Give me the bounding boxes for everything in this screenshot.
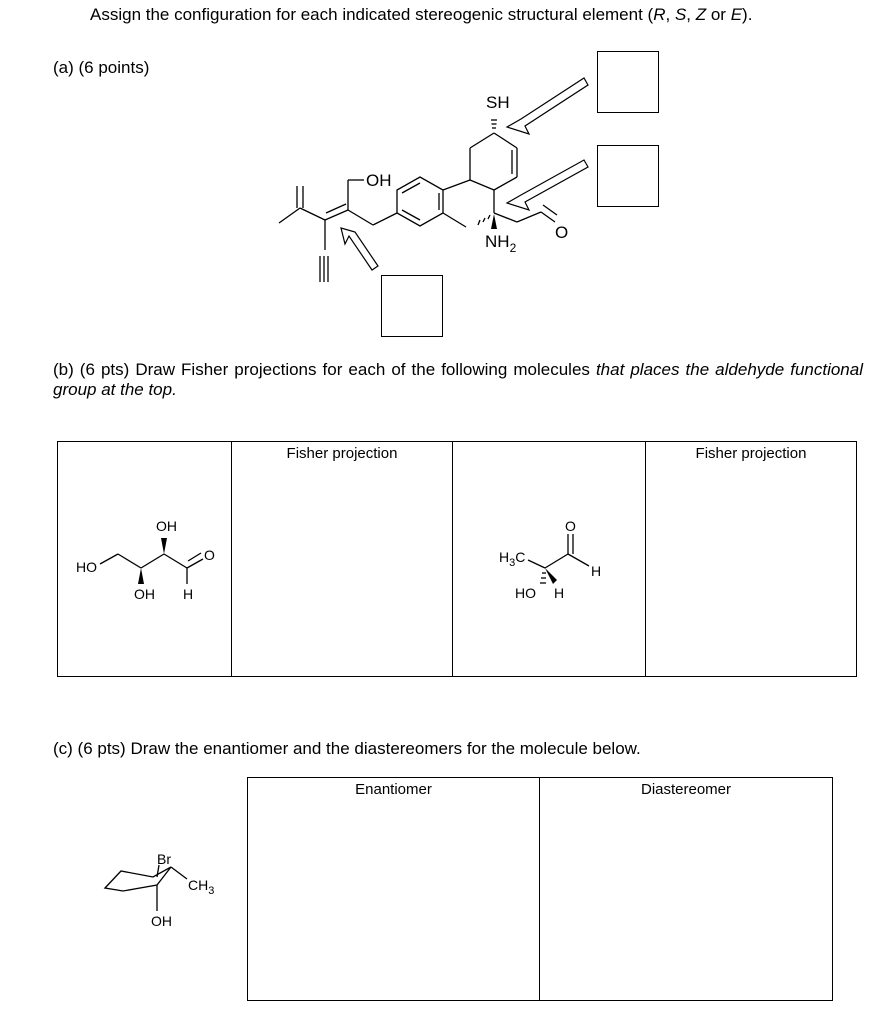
m1-oh-top-label: OH — [156, 518, 177, 534]
enantiomer-header: Enantiomer — [355, 781, 432, 798]
diastereomer-header: Diastereomer — [640, 781, 732, 798]
m2-h-right-label: H — [591, 563, 602, 579]
m1-h-label: H — [183, 586, 194, 602]
nh2-label: $NH_2$ — [485, 232, 517, 255]
part-b-label-start: (b) (6 pts) Draw Fisher projections for each of the following molecules — [53, 360, 596, 379]
answer-box-1[interactable] — [597, 51, 659, 113]
fisher-header-2: Fisher projection — [695, 445, 807, 462]
cyclohexane-molecule — [95, 845, 245, 935]
molecule1-drawing — [58, 442, 231, 671]
instruction-prefix: Assign the configuration for each indicated stereogenic structural element ( — [90, 5, 654, 24]
part-a-label: (a) (6 points) — [53, 58, 150, 77]
m2-h-bottom-label: H — [554, 585, 565, 601]
fisher-cell-2[interactable] — [646, 442, 857, 677]
m2-h3c-label: $H_3C$ — [499, 549, 526, 569]
diastereomer-cell[interactable] — [540, 778, 833, 1001]
letter-e: E — [730, 5, 743, 24]
molecule1-cell — [58, 442, 232, 677]
isomer-table — [247, 777, 833, 1001]
part-a-molecule — [0, 0, 888, 345]
answer-box-3[interactable] — [381, 275, 443, 337]
c-oh-label: OH — [151, 913, 172, 929]
enantiomer-cell[interactable] — [248, 778, 540, 1001]
instruction-text: Assign the configuration for each indicated stereogenic structural element (R, S, Z or E). — [90, 5, 753, 24]
letter-s: S — [674, 5, 687, 24]
instruction-suffix: ). — [742, 5, 753, 24]
ch3-label: $CH_3$ — [188, 877, 215, 897]
m1-o-label: O — [204, 547, 215, 563]
sh-label: SH — [486, 93, 510, 112]
br-label: Br — [157, 851, 171, 867]
molecule2-drawing — [453, 442, 645, 671]
oh-label: OH — [366, 171, 392, 190]
m1-oh-bottom-label: OH — [134, 586, 155, 602]
fisher-header-1: Fisher projection — [286, 445, 398, 462]
fisher-table — [57, 441, 857, 677]
aldehyde-o-label: O — [555, 223, 569, 242]
part-b-label-emphasis: that places the aldehyde functional group at the top. — [53, 360, 863, 399]
letter-r: R — [653, 5, 666, 24]
answer-box-2[interactable] — [597, 145, 659, 207]
molecule2-cell — [453, 442, 646, 677]
fisher-cell-1[interactable] — [232, 442, 453, 677]
m2-o-label: O — [565, 518, 576, 534]
part-b-label — [53, 360, 863, 400]
m1-ho-label: HO — [76, 559, 97, 575]
part-c-label: (c) (6 pts) Draw the enantiomer and the diastereomers for the molecule below. — [53, 739, 641, 758]
letter-z: Z — [695, 5, 707, 24]
m2-ho-label: HO — [515, 585, 536, 601]
